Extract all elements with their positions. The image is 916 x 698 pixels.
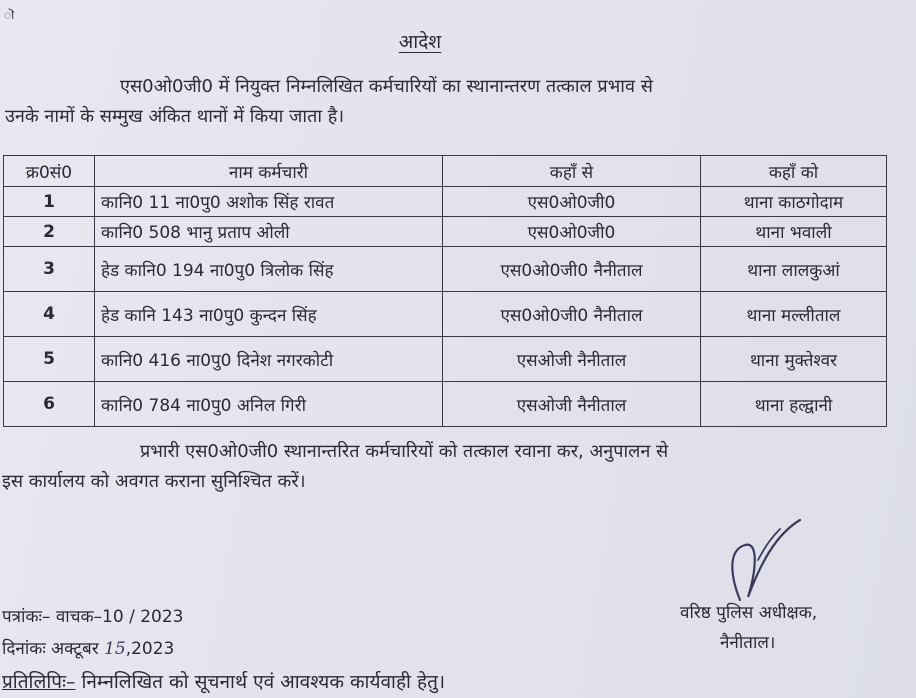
table-row — [4, 292, 887, 337]
date-month: अक्टूबर — [51, 639, 99, 659]
table-row — [4, 247, 887, 292]
copy-label: प्रतिलिपिः– — [2, 671, 76, 693]
cell-to: थाना काठगोदाम — [701, 187, 887, 217]
corner-mark: ॊ — [4, 8, 15, 22]
cell-employee-name: हेड कानि 143 ना0पु0 कुन्दन सिंह — [95, 292, 443, 337]
letter-number-label: पत्रांकः– — [2, 607, 51, 627]
header-employee-name: नाम कर्मचारी — [95, 156, 443, 187]
cell-from: एसओजी नैनीताल — [443, 382, 701, 427]
cell-to: थाना मल्लीताल — [701, 292, 887, 337]
cell-employee-name: कानि0 508 भानु प्रताप ओली — [95, 217, 443, 247]
table-row — [4, 337, 887, 382]
copy-text: निम्नलिखित को सूचनार्थ एवं आवश्यक कार्यवाही हेतु। — [81, 671, 446, 693]
cell-from: एस0ओ0जी0 — [443, 217, 701, 247]
letter-number — [2, 604, 183, 627]
cell-serial-no: 4 — [4, 292, 95, 337]
letter-number-value: वाचक–10 / 2023 — [55, 607, 184, 627]
cell-serial-no: 6 — [4, 382, 95, 427]
cell-employee-name: कानि0 11 ना0पु0 अशोक सिंह रावत — [95, 187, 443, 217]
letter-date — [2, 636, 174, 659]
order-heading: आदेश — [398, 31, 442, 53]
intro-line-1: एस0ओ0जी0 में नियुक्त निम्नलिखित कर्मचारियों का स्थानान्तरण तत्काल प्रभाव से — [120, 76, 653, 97]
cell-to: थाना लालकुआं — [701, 247, 887, 292]
table-header-row — [4, 156, 887, 187]
intro-line-2: उनके नामों के सम्मुख अंकित थानों में किया जाता है। — [5, 106, 345, 127]
cell-serial-no: 3 — [4, 247, 95, 292]
signature-graphic — [700, 505, 810, 605]
date-label: दिनांकः — [2, 639, 46, 659]
table-row — [4, 217, 887, 247]
cell-employee-name: हेड कानि0 194 ना0पु0 त्रिलोक सिंह — [95, 247, 443, 292]
cell-to: थाना भवाली — [701, 217, 887, 247]
closing-line-1: प्रभारी एस0ओ0जी0 स्थानान्तरित कर्मचारियों को तत्काल रवाना कर, अनुपालन से — [140, 441, 669, 462]
date-year: ,2023 — [125, 639, 175, 659]
header-to: कहाँ को — [701, 156, 887, 187]
cell-from: एस0ओ0जी0 — [443, 187, 701, 217]
cell-from: एस0ओ0जी0 नैनीताल — [443, 247, 701, 292]
cell-from: एस0ओ0जी0 नैनीताल — [443, 292, 701, 337]
transfer-table — [3, 155, 887, 427]
signatory-place: नैनीताल। — [720, 633, 776, 653]
cell-serial-no: 1 — [4, 187, 95, 217]
header-from: कहाँ से — [443, 156, 701, 187]
cell-from: एसओजी नैनीताल — [443, 337, 701, 382]
cell-employee-name: कानि0 416 ना0पु0 दिनेश नगरकोटी — [95, 337, 443, 382]
table-row — [4, 187, 887, 217]
header-serial-no: क्र0सं0 — [4, 156, 95, 187]
cell-serial-no: 5 — [4, 337, 95, 382]
cell-serial-no: 2 — [4, 217, 95, 247]
date-day-handwritten: 15 — [104, 639, 126, 659]
cell-employee-name: कानि0 784 ना0पु0 अनिल गिरी — [95, 382, 443, 427]
table-row — [4, 382, 887, 427]
cell-to: थाना हल्द्वानी — [701, 382, 887, 427]
closing-line-2: इस कार्यालय को अवगत कराना सुनिश्चित करें। — [2, 471, 306, 492]
signatory-block — [680, 598, 817, 658]
signatory-title: वरिष्ठ पुलिस अधीक्षक, — [680, 603, 818, 623]
copy-to-line — [2, 668, 445, 694]
cell-to: थाना मुक्तेश्वर — [701, 337, 887, 382]
